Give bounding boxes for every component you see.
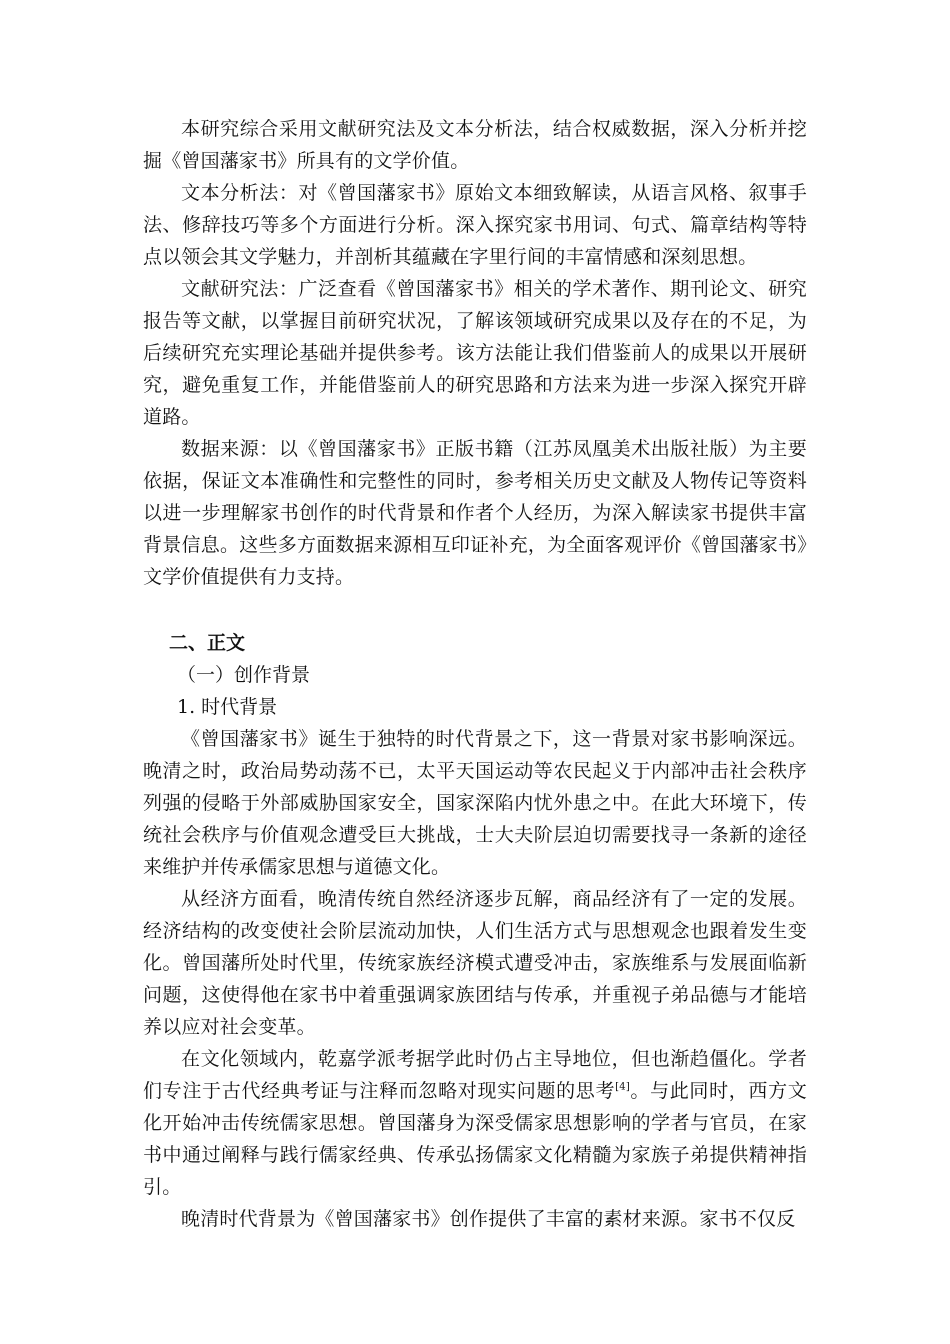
intro-paragraph-literature-research: 文献研究法：广泛查看《曾国藩家书》相关的学术著作、期刊论文、研究报告等文献，以掌握目前研究状况，了解该领域研究成果以及存在的不足，为后续研究充实理论基础并提供参考。该方法能让我们借鉴前人的成果以开展研究，避免重复工作，并能借鉴前人的研究思路和方法来为进一步深入探究开辟道路。 [143,278,807,428]
section-heading-main: 二、正文 [169,632,246,654]
body-paragraph-culture [143,1043,807,1203]
intro-paragraph-text-analysis: 文本分析法：对《曾国藩家书》原始文本细致解读，从语言风格、叙事手法、修辞技巧等多个方面进行分析。深入探究家书用词、句式、篇章结构等特点以领会其文学魅力，并剖析其蕴藏在字里行间的丰富情感和深刻思想。 [143,182,807,268]
section-gap [143,593,807,627]
body-paragraph-politics: 《曾国藩家书》诞生于独特的时代背景之下，这一背景对家书影响深远。晚清之时，政治局势动荡不已，太平天国运动等农民起义于内部冲击社会秩序列强的侵略于外部威胁国家安全，国家深陷内忧外患之中。在此大环境下，传统社会秩序与价值观念遭受巨大挑战，士大夫阶层迫切需要找寻一条新的途径来维护并传承儒家思想与道德文化。 [143,728,807,878]
culture-text-after-reference: 。与此同时，西方文化开始冲击传统儒家思想。曾国藩身为深受儒家思想影响的学者与官员，在家书中通过阐释与践行儒家经典、传承弘扬儒家文化精髓为家族子弟提供精神指引。 [143,1080,807,1198]
intro-paragraph-data-source: 数据来源：以《曾国藩家书》正版书籍（江苏凤凰美术出版社版）为主要依据，保证文本准确性和完整性的同时，参考相关历史文献及人物传记等资料以进一步理解家书创作的时代背景和作者个人经历，为深入解读家书提供丰富背景信息。这些多方面数据来源相互印证补充，为全面客观评价《曾国藩家书》文学价值提供有力支持。 [143,438,807,588]
subheading-era-background: 1. 时代背景 [177,696,278,718]
culture-text-before-reference: 在文化领域内，乾嘉学派考据学此时仍占主导地位，但也渐趋僵化。学者们专注于古代经典考证与注释而忽略对现实问题的思考 [143,1048,807,1102]
citation-reference: [4] [615,1081,630,1093]
intro-paragraph-method: 本研究综合采用文献研究法及文本分析法，结合权威数据，深入分析并挖掘《曾国藩家书》所具有的文学价值。 [143,118,807,172]
body-paragraph-economy: 从经济方面看，晚清传统自然经济逐步瓦解，商品经济有了一定的发展。经济结构的改变使社会阶层流动加快，人们生活方式与思想观念也跟着发生变化。曾国藩所处时代里，传统家族经济模式遭受冲击，家族维系与发展面临新问题，这使得他在家书中着重强调家族团结与传承，并重视子弟品德与才能培养以应对社会变革。 [143,888,807,1038]
document-page [143,113,807,1235]
body-paragraph-last: 晚清时代背景为《曾国藩家书》创作提供了丰富的素材来源。家书不仅反 [181,1208,796,1230]
subheading-creation-background: （一）创作背景 [177,664,311,686]
